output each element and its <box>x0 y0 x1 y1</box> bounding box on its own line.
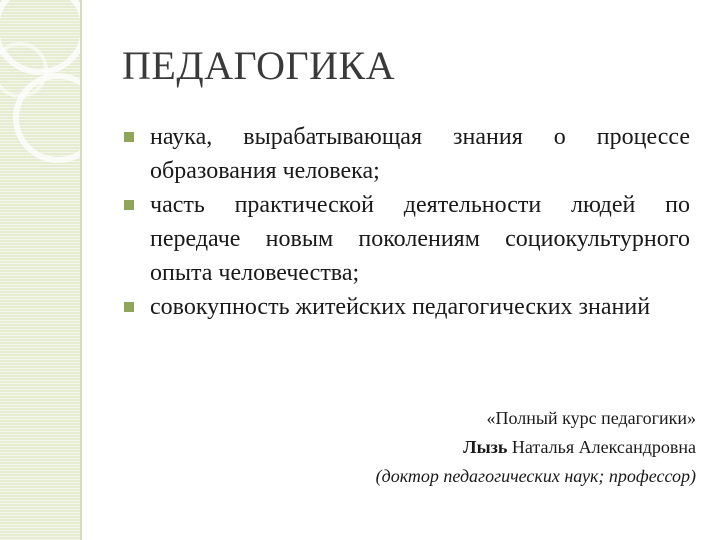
bullet-list <box>124 120 690 324</box>
square-bullet-icon <box>124 302 134 312</box>
credit-book-title: «Полный курс педагогики» <box>486 408 696 428</box>
bullet-text: совокупность житейских педагогических знаний <box>150 294 651 320</box>
credit-author-surname: Лызь <box>463 437 508 457</box>
credit-author-degree: (доктор педагогических наук; профессор) <box>375 466 696 486</box>
source-credits <box>376 404 696 491</box>
bullet-item <box>124 188 690 290</box>
bullet-item <box>124 120 690 188</box>
decorative-side-band <box>0 0 80 540</box>
bullet-text: часть практической деятельности людей по передаче новым поколениям социокультурного опыта человечества; <box>150 192 690 286</box>
square-bullet-icon <box>124 132 134 142</box>
slide-title: ПЕДАГОГИКА <box>122 43 396 88</box>
square-bullet-icon <box>124 200 134 210</box>
side-band-divider <box>80 0 82 540</box>
decorative-circles-graphic <box>0 0 80 540</box>
bullet-item <box>124 290 690 324</box>
credit-author-name: Наталья Александровна <box>507 437 696 457</box>
bullet-text: наука, вырабатывающая знания о процессе образования человека; <box>150 124 690 184</box>
credit-author <box>376 433 696 462</box>
